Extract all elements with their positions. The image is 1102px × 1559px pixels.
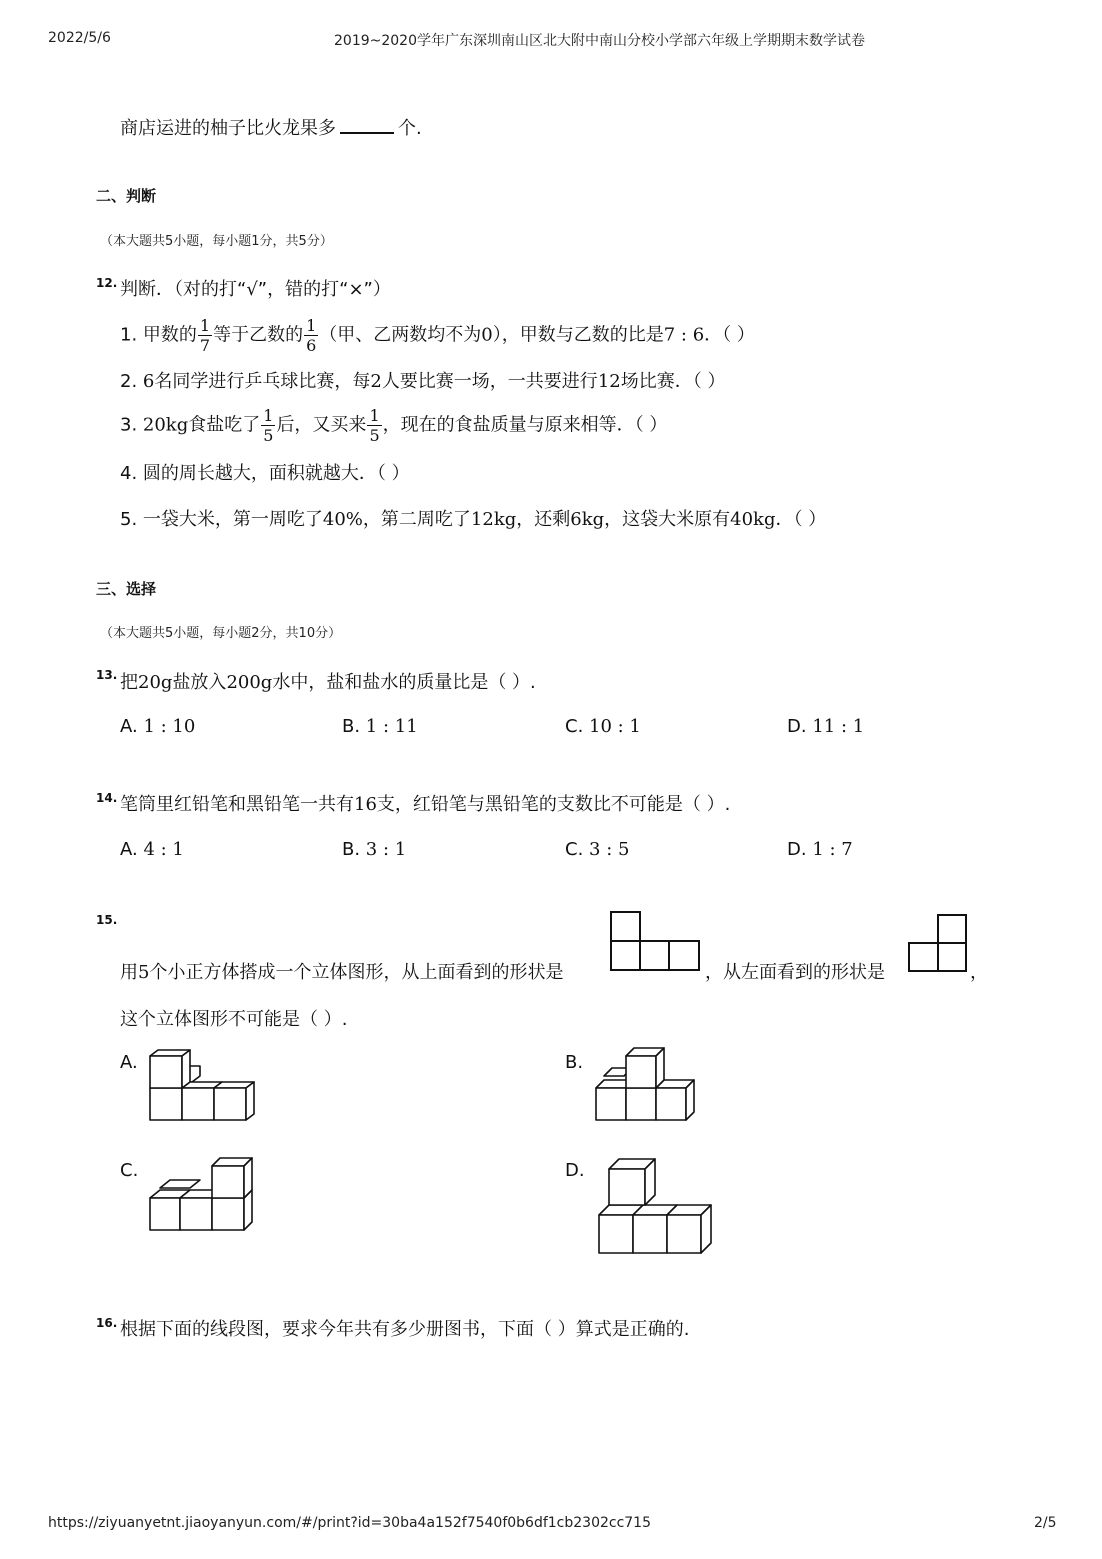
- carry-line: [120, 116, 422, 141]
- option-value: 10 : 1: [589, 716, 641, 737]
- item-text: 水中，盐和盐水的质量比是（ ）.: [272, 672, 536, 693]
- numerator: 1: [199, 316, 211, 335]
- cube-figure-a: [148, 1046, 260, 1124]
- q15-stem-line2: 这个立体图形不可能是（ ）.: [120, 1009, 348, 1030]
- question-number: 16.: [96, 1316, 118, 1330]
- option-value: 1 : 11: [365, 716, 418, 737]
- item-text: 个小正方体搭成一个立体图形，从上面看到的形状是: [149, 962, 564, 983]
- carry-unit: 个.: [398, 118, 422, 139]
- option-value: 1 : 7: [812, 839, 853, 860]
- option-a[interactable]: [120, 716, 195, 737]
- question-number: 12.: [96, 276, 118, 290]
- option-c[interactable]: [565, 839, 629, 860]
- option-label: B.: [342, 716, 366, 737]
- item-text: （甲、乙两数均不为: [319, 324, 482, 346]
- option-label: A.: [120, 839, 144, 860]
- item-text: ），甲数与乙数的比是: [492, 324, 664, 346]
- question-number: 13.: [96, 668, 118, 682]
- item-text: ，第二周吃了: [362, 509, 471, 530]
- section-title-choice: 三、选择: [96, 580, 157, 598]
- top-view-figure: [609, 910, 703, 972]
- item-text: 3.: [120, 414, 143, 436]
- item-text: 笔筒里红铅笔和黑铅笔一共有: [120, 794, 354, 815]
- math-ratio: 7 : 6: [663, 324, 705, 346]
- answer-blank: [340, 116, 394, 134]
- item-text: 盐放入: [172, 672, 227, 693]
- q13-stem: [120, 671, 536, 695]
- q12-item-1: [120, 316, 755, 355]
- math-number: 40%: [322, 509, 363, 530]
- q15-stem-end: ，: [970, 962, 988, 983]
- header-title: 2019~2020学年广东深圳南山区北大附中南山分校小学部六年级上学期期末数学试卷: [334, 33, 865, 49]
- option-label: C.: [565, 716, 590, 737]
- q15-stem-text: [120, 961, 563, 985]
- item-text: 名同学进行乒乓球比赛，每: [154, 371, 371, 392]
- option-d[interactable]: [787, 839, 853, 860]
- math-number: 0: [481, 324, 493, 346]
- option-value: 4 : 1: [143, 839, 184, 860]
- q12-item-4: 4. 圆的周长越大，面积就越大．（ ）: [120, 463, 410, 484]
- math-number: 5: [138, 962, 150, 983]
- option-value: 3 : 5: [589, 839, 630, 860]
- item-text: ，还剩: [516, 509, 571, 530]
- fraction: [261, 406, 275, 445]
- denominator: 7: [199, 336, 211, 355]
- option-value: 1 : 10: [143, 716, 196, 737]
- question-number: 14.: [96, 791, 118, 805]
- numerator: 1: [263, 406, 274, 425]
- option-label: D.: [787, 839, 813, 860]
- cube-figure-b: [594, 1046, 700, 1124]
- q12-stem: 判断．（对的打“√”，错的打“×”）: [120, 279, 391, 300]
- q16-stem: 根据下面的线段图，要求今年共有多少册图书，下面（ ）算式是正确的.: [120, 1319, 690, 1340]
- math-number: 200g: [226, 672, 273, 693]
- item-text: 用: [120, 962, 138, 983]
- item-text: 把: [120, 672, 138, 693]
- option-c[interactable]: C.: [120, 1160, 139, 1181]
- item-text: ．（ ）: [704, 324, 755, 346]
- math-number: 16: [354, 794, 377, 815]
- option-b[interactable]: [342, 839, 406, 860]
- item-text: 人要比赛一场，一共要进行: [381, 371, 598, 392]
- math-number: 2: [370, 371, 382, 392]
- option-label: A.: [120, 716, 144, 737]
- option-label: D.: [787, 716, 813, 737]
- cube-figure-d: [597, 1157, 717, 1257]
- math-number: 12: [597, 371, 621, 392]
- item-text: 2.: [120, 371, 143, 392]
- item-text: 等于乙数的: [213, 324, 304, 346]
- item-text: 1. 甲数的: [120, 324, 197, 346]
- section-title-judge: 二、判断: [96, 187, 157, 205]
- option-c[interactable]: [565, 716, 641, 737]
- option-label: C.: [565, 839, 590, 860]
- section-note-judge: （本大题共5小题，每小题1分，共5分）: [100, 234, 333, 249]
- q12-item-2: [120, 370, 725, 394]
- math-number: 12kg: [470, 509, 517, 530]
- math-number: 40kg: [730, 509, 776, 530]
- option-d[interactable]: [787, 716, 864, 737]
- option-d[interactable]: D.: [565, 1160, 585, 1181]
- q12-item-3: [120, 406, 667, 445]
- denominator: 5: [369, 426, 380, 445]
- question-number: 15.: [96, 913, 118, 927]
- cube-figure-c: [148, 1156, 258, 1234]
- option-value: 3 : 1: [365, 839, 407, 860]
- q14-stem: [120, 793, 730, 817]
- numerator: 1: [369, 406, 380, 425]
- option-b[interactable]: [342, 716, 418, 737]
- item-text: 5. 一袋大米，第一周吃了: [120, 509, 323, 530]
- math-number: 20kg: [142, 414, 189, 436]
- item-text: ，现在的食盐质量与原来相等．（ ）: [382, 414, 668, 436]
- math-number: 6: [142, 371, 155, 392]
- fraction: [367, 406, 381, 445]
- item-text: ．（ ）: [775, 509, 827, 530]
- option-b[interactable]: B.: [565, 1052, 584, 1073]
- fraction: [198, 316, 212, 355]
- section-note-choice: （本大题共5小题，每小题2分，共10分）: [100, 626, 342, 641]
- item-text: 场比赛．（ ）: [620, 371, 726, 392]
- item-text: ，这袋大米原有: [604, 509, 731, 530]
- header-date: 2022/5/6: [48, 30, 111, 46]
- option-value: 11 : 1: [812, 716, 865, 737]
- denominator: 6: [306, 336, 317, 355]
- footer-url[interactable]: https://ziyuanyetnt.jiaoyanyun.com/#/print?id=30ba4a152f7540f0b6df1cb2302cc715: [48, 1515, 651, 1531]
- item-text: 支，红铅笔与黑铅笔的支数比不可能是（ ）.: [376, 794, 731, 815]
- math-number: 6kg: [570, 509, 605, 530]
- item-text: 后，又买来: [276, 414, 367, 436]
- fraction: [304, 316, 318, 355]
- carry-text: 商店运进的柚子比火龙果多: [120, 118, 336, 139]
- denominator: 5: [263, 426, 274, 445]
- footer-page-number: 2/5: [1034, 1515, 1057, 1531]
- math-number: 20g: [138, 672, 173, 693]
- q12-item-5: [120, 508, 826, 532]
- numerator: 1: [306, 316, 317, 335]
- item-text: 食盐吃了: [188, 414, 261, 436]
- left-view-figure: [907, 913, 969, 973]
- option-a[interactable]: [120, 839, 184, 860]
- q15-stem-mid: ，从左面看到的形状是: [705, 962, 885, 983]
- option-label: B.: [342, 839, 366, 860]
- option-a[interactable]: A.: [120, 1052, 138, 1073]
